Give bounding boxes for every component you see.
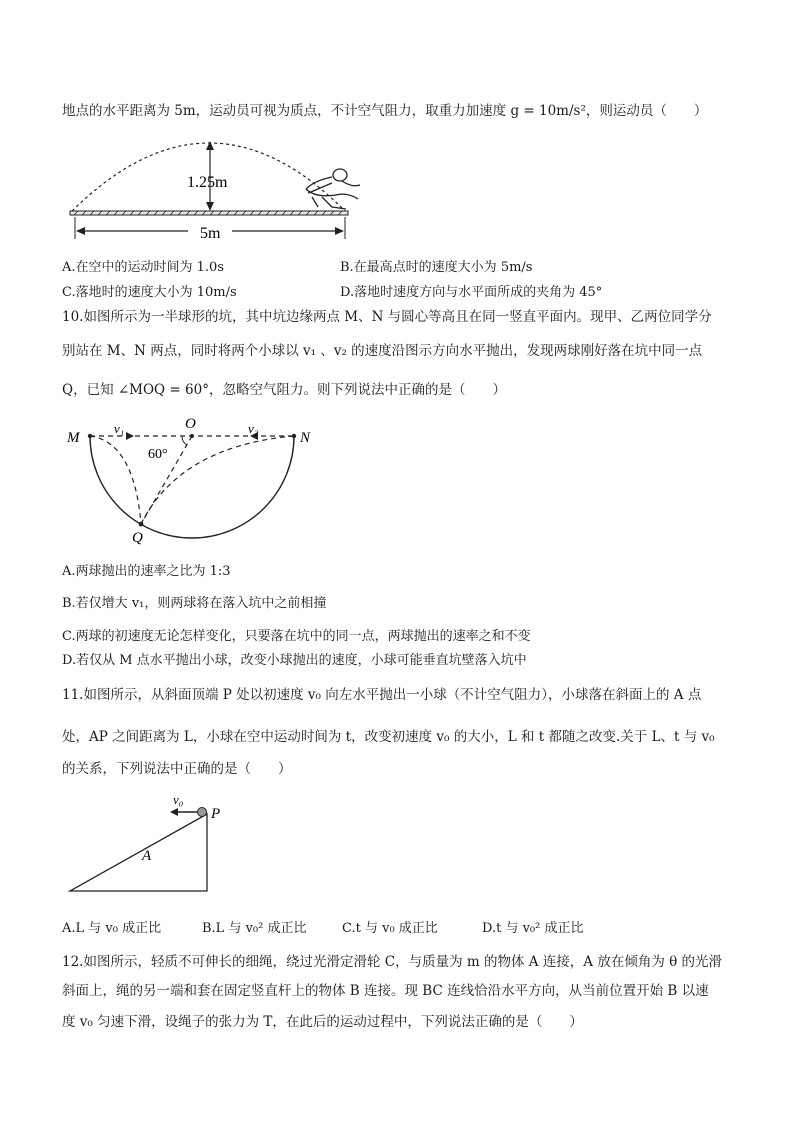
distance-arrow-right-head: [335, 227, 344, 235]
q9-option-c[interactable]: C.落地时的速度大小为 10m/s: [62, 285, 237, 300]
label-q: Q: [132, 530, 143, 546]
q11-option-c[interactable]: C.t 与 v₀ 成正比: [342, 921, 438, 936]
label-v2: v₂: [248, 421, 259, 436]
q10-stem-line-2: 别站在 M、N 两点，同时将两个小球以 v₁ 、v₂ 的速度沿图示方向水平抛出，发现两球刚好落在坑中同一点: [62, 343, 703, 359]
q10-option-a[interactable]: A.两球抛出的速率之比为 1:3: [62, 564, 231, 579]
v0-arrowhead: [170, 808, 178, 816]
q12-stem-line-2: 斜面上，绳的另一端和套在固定竖直杆上的物体 B 连接。现 BC 连线恰沿水平方向，从当前位置开始 B 以速: [62, 983, 709, 999]
label-angle: 60°: [148, 447, 168, 462]
q9-option-d[interactable]: D.落地时速度方向与水平面所成的夹角为 45°: [340, 285, 603, 300]
v1-arrowhead: [126, 432, 134, 440]
q11-stem-line-3: 的关系，下列说法中正确的是（ ）: [62, 761, 292, 777]
distance-arrow-left-head: [76, 227, 85, 235]
height-arrow-up-head: [206, 141, 214, 150]
q10-option-d[interactable]: D.若仅从 M 点水平抛出小球，改变小球抛出的速度，小球可能垂直坑壁落入坑中: [62, 653, 527, 668]
q12-stem-line-1: 12.如图所示，轻质不可伸长的细绳，绕过光滑定滑轮 C，与质量为 m 的物体 A 连接，A 放在倾角为 θ 的光滑: [62, 954, 723, 970]
label-o: O: [185, 416, 196, 432]
q12-stem-line-3: 度 v₀ 匀速下滑，设绳子的张力为 T，在此后的运动过程中，下列说法正确的是（ ）: [62, 1014, 583, 1030]
label-m: M: [67, 430, 80, 446]
label-p: P: [211, 806, 221, 822]
q10-option-b[interactable]: B.若仅增大 v₁，则两球将在落入坑中之前相撞: [62, 596, 327, 611]
label-v1: v₁: [114, 421, 125, 436]
q11-option-a[interactable]: A.L 与 v₀ 成正比: [62, 921, 162, 936]
q9-option-a[interactable]: A.在空中的运动时间为 1.0s: [62, 260, 224, 275]
q9-long-jump-figure: [60, 135, 360, 250]
q11-option-d[interactable]: D.t 与 v₀² 成正比: [482, 921, 584, 936]
q11-option-b[interactable]: B.L 与 v₀² 成正比: [202, 921, 307, 936]
height-arrow-down-head: [206, 202, 214, 211]
incline-triangle: [70, 814, 207, 891]
angle-arc: [182, 436, 187, 445]
q9-stem-line: 地点的水平距离为 5m，运动员可视为质点，不计空气阻力，取重力加速度 g = 10m/s²，则运动员（ ）: [62, 103, 708, 119]
ball-p: [198, 808, 207, 817]
distance-label: 5m: [200, 225, 221, 242]
q9-option-b[interactable]: B.在最高点时的速度大小为 5m/s: [340, 260, 533, 275]
q10-hemisphere-figure: [62, 412, 322, 552]
q11-incline-figure: [62, 790, 242, 900]
label-a: A: [142, 848, 152, 864]
q11-stem-line-2: 处，AP 之间距离为 L，小球在空中运动时间为 t，改变初速度 v₀ 的大小，L 和 t 都随之改变.关于 L、t 与 v₀: [62, 729, 715, 745]
athlete-figure: [306, 169, 360, 209]
q10-stem-line-1: 10.如图所示为一半球形的坑，其中坑边缘两点 M、N 与圆心等高且在同一竖直平面内。现甲、乙两位同学分: [62, 309, 712, 325]
hemisphere-arc: [90, 436, 294, 538]
height-label: 1.25m: [187, 174, 228, 191]
q10-option-c[interactable]: C.两球的初速度无论怎样变化，只要落在坑中的同一点，两球抛出的速率之和不变: [62, 629, 531, 644]
label-n: N: [300, 430, 311, 446]
q11-stem-line-1: 11.如图所示，从斜面顶端 P 处以初速度 v₀ 向左水平抛出一小球（不计空气阻力），小球落在斜面上的 A 点: [62, 687, 702, 703]
label-v0: v₀: [173, 792, 184, 807]
trajectory-from-m: [90, 436, 141, 524]
q10-stem-line-3: Q，已知 ∠MOQ = 60°，忽略空气阻力。则下列说法中正确的是（ ）: [62, 382, 506, 398]
